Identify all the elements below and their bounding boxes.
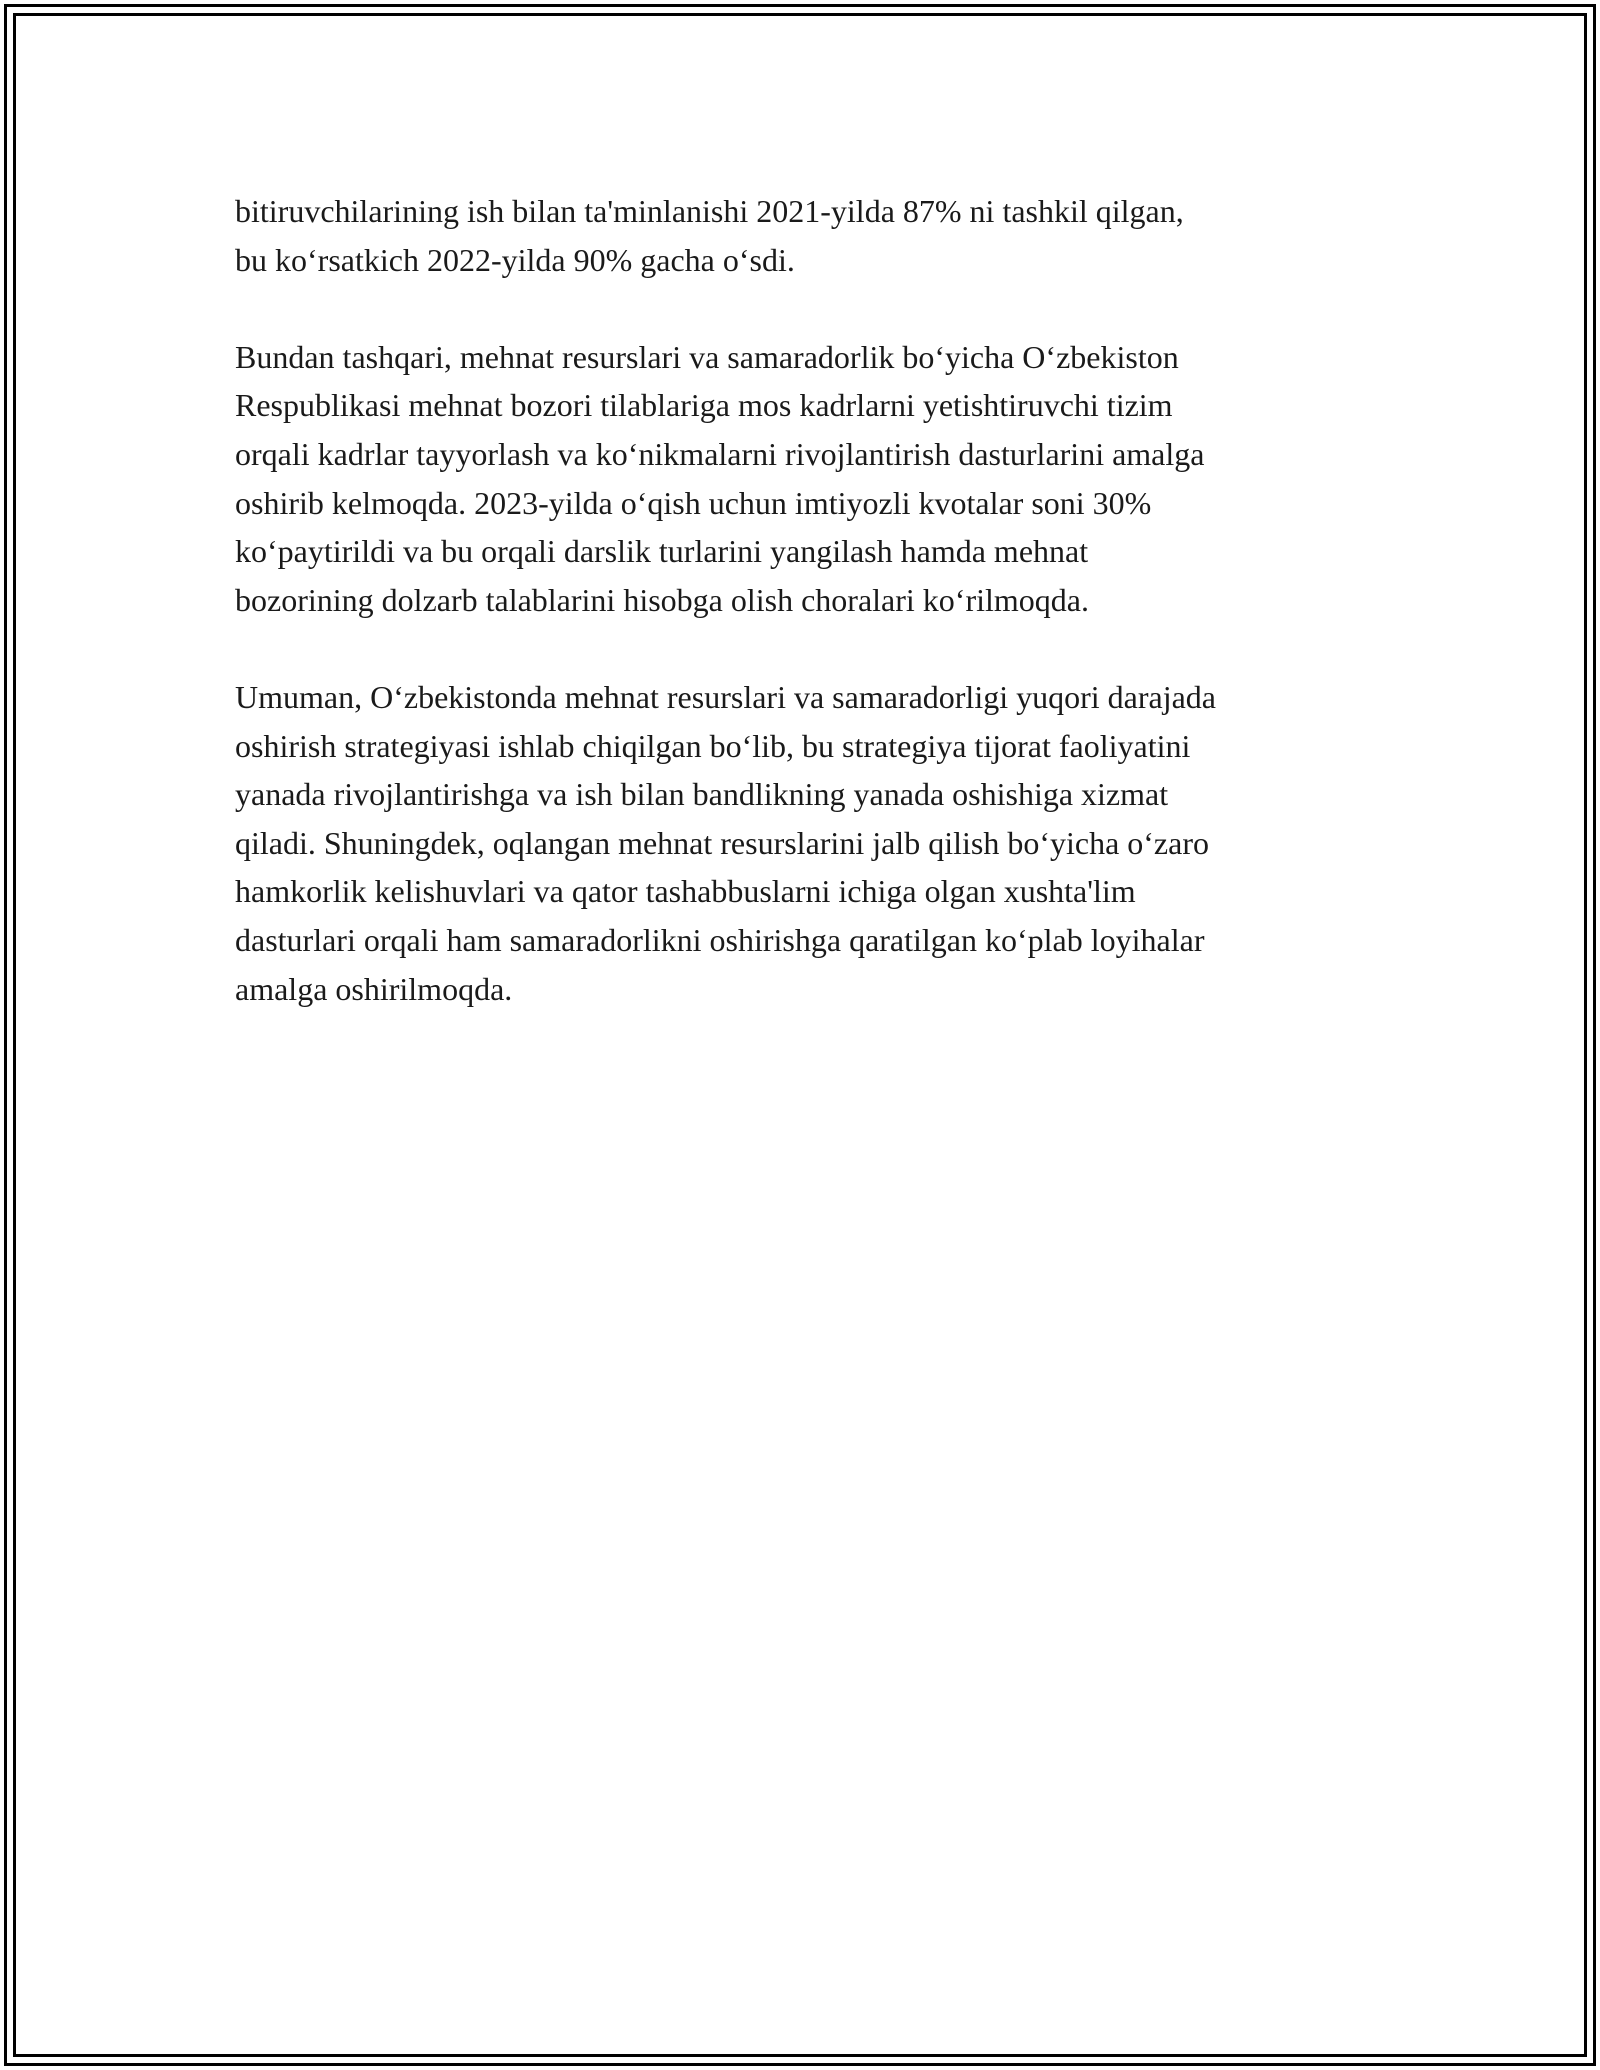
- text-line: qiladi. Shuningdek, oqlangan mehnat resurslarini jalb qilish boʻyicha oʻzaro: [235, 824, 1209, 861]
- text-line: Respublikasi mehnat bozori tilablariga mos kadrlarni yetishtiruvchi tizim: [235, 387, 1173, 424]
- document-body: [235, 187, 1385, 1062]
- text-line: Umuman, Oʻzbekistonda mehnat resurslari va samaradorligi yuqori darajada: [235, 678, 1216, 715]
- text-line: orqali kadrlar tayyorlash va koʻnikmalarni rivojlantirish dasturlarini amalga: [235, 435, 1205, 472]
- text-line: oshirish strategiyasi ishlab chiqilgan boʻlib, bu strategiya tijorat faoliyatini: [235, 727, 1191, 764]
- text-line: yanada rivojlantirishga va ish bilan bandlikning yanada oshishiga xizmat: [235, 776, 1169, 813]
- text-line: bitiruvchilarining ish bilan ta'minlanishi 2021-yilda 87% ni tashkil qilgan,: [235, 193, 1184, 229]
- text-line: Bundan tashqari, mehnat resurslari va samaradorlik boʻyicha Oʻzbekiston: [235, 338, 1179, 375]
- text-line: oshirib kelmoqda. 2023-yilda oʻqish uchun imtiyozli kvotalar soni 30%: [235, 484, 1152, 521]
- text-line: bozorining dolzarb talablarini hisobga olish choralari koʻrilmoqda.: [235, 581, 1089, 618]
- paragraph-2: [235, 333, 1385, 625]
- text-line: hamkorlik kelishuvlari va qator tashabbuslarni ichiga olgan xushta'lim: [235, 873, 1136, 910]
- text-line: amalga oshirilmoqda.: [235, 970, 513, 1007]
- paragraph-3: [235, 673, 1385, 1013]
- text-line: koʻpaytirildi va bu orqali darslik turlarini yangilash hamda mehnat: [235, 533, 1089, 570]
- paragraph-1: [235, 187, 1385, 284]
- text-line: dasturlari orqali ham samaradorlikni oshirishga qaratilgan koʻplab loyihalar: [235, 921, 1205, 958]
- text-line: bu koʻrsatkich 2022-yilda 90% gacha oʻsdi.: [235, 241, 795, 278]
